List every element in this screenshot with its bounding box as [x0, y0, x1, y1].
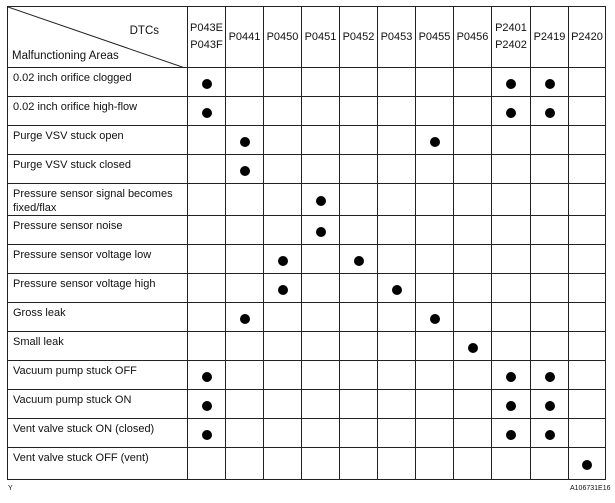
- matrix-cell: [264, 245, 302, 274]
- matrix-cell: [569, 274, 606, 303]
- matrix-cell: [492, 303, 531, 332]
- matrix-cell: [264, 155, 302, 184]
- malfunction-area-label: Purge VSV stuck open: [8, 126, 188, 155]
- matrix-cell: [226, 216, 264, 245]
- matrix-cell: [416, 97, 454, 126]
- dtc-code: P2419: [533, 30, 566, 43]
- applicable-dot-icon: [392, 285, 402, 295]
- dtc-header-cell: [531, 7, 569, 68]
- applicable-dot-icon: [430, 137, 440, 147]
- matrix-cell: [226, 448, 264, 480]
- applicable-dot-icon: [545, 108, 555, 118]
- matrix-cell: [188, 274, 226, 303]
- table-row: [8, 419, 606, 448]
- applicable-dot-icon: [354, 256, 364, 266]
- matrix-cell: [264, 97, 302, 126]
- matrix-cell: [416, 448, 454, 480]
- matrix-cell: [492, 155, 531, 184]
- matrix-cell: [454, 361, 492, 390]
- matrix-cell: [492, 245, 531, 274]
- matrix-cell: [340, 155, 378, 184]
- matrix-cell: [569, 97, 606, 126]
- matrix-cell: [378, 97, 416, 126]
- applicable-dot-icon: [240, 166, 250, 176]
- matrix-cell: [226, 97, 264, 126]
- matrix-cell: [569, 303, 606, 332]
- matrix-cell: [188, 184, 226, 216]
- footer-left-mark: Y: [8, 485, 13, 492]
- matrix-cell: [531, 303, 569, 332]
- matrix-cell: [188, 97, 226, 126]
- dtc-code: P2420: [571, 30, 603, 43]
- applicable-dot-icon: [316, 196, 326, 206]
- matrix-cell: [454, 448, 492, 480]
- dtc-code: P0441: [228, 30, 261, 43]
- matrix-cell: [569, 216, 606, 245]
- dtc-header-cell: [188, 7, 226, 68]
- matrix-cell: [492, 68, 531, 97]
- matrix-cell: [264, 303, 302, 332]
- applicable-dot-icon: [468, 343, 478, 353]
- table-row: [8, 97, 606, 126]
- matrix-cell: [569, 419, 606, 448]
- matrix-cell: [569, 126, 606, 155]
- matrix-cell: [378, 332, 416, 361]
- matrix-cell: [569, 361, 606, 390]
- dtc-code: P043E: [189, 22, 224, 34]
- applicable-dot-icon: [545, 372, 555, 382]
- malfunction-area-label: Pressure sensor voltage low: [8, 245, 188, 274]
- matrix-cell: [302, 274, 340, 303]
- malfunction-area-label: Pressure sensor voltage high: [8, 274, 188, 303]
- matrix-cell: [188, 361, 226, 390]
- matrix-cell: [378, 303, 416, 332]
- matrix-cell: [416, 361, 454, 390]
- matrix-cell: [188, 216, 226, 245]
- matrix-cell: [531, 155, 569, 184]
- matrix-cell: [264, 126, 302, 155]
- malfunction-area-label: Pressure sensor signal becomes fixed/flax: [8, 184, 188, 216]
- dtc-header-cell: [264, 7, 302, 68]
- matrix-cell: [492, 448, 531, 480]
- corner-header-cell: [8, 7, 188, 68]
- matrix-cell: [378, 245, 416, 274]
- malfunction-area-label: Vent valve stuck OFF (vent): [8, 448, 188, 480]
- matrix-cell: [492, 97, 531, 126]
- matrix-cell: [569, 390, 606, 419]
- matrix-cell: [378, 390, 416, 419]
- matrix-cell: [340, 419, 378, 448]
- matrix-cell: [492, 126, 531, 155]
- matrix-cell: [302, 216, 340, 245]
- matrix-cell: [188, 126, 226, 155]
- table-row: [8, 68, 606, 97]
- matrix-cell: [454, 216, 492, 245]
- matrix-cell: [340, 361, 378, 390]
- applicable-dot-icon: [278, 256, 288, 266]
- matrix-cell: [302, 448, 340, 480]
- table-row: [8, 361, 606, 390]
- matrix-cell: [340, 68, 378, 97]
- matrix-cell: [531, 184, 569, 216]
- matrix-cell: [416, 274, 454, 303]
- applicable-dot-icon: [202, 108, 212, 118]
- applicable-dot-icon: [430, 314, 440, 324]
- matrix-cell: [454, 126, 492, 155]
- matrix-cell: [416, 184, 454, 216]
- malfunctioning-areas-label: Malfunctioning Areas: [12, 50, 119, 62]
- dtc-code: P0451: [304, 30, 337, 43]
- applicable-dot-icon: [506, 372, 516, 382]
- applicable-dot-icon: [202, 79, 212, 89]
- matrix-cell: [302, 361, 340, 390]
- matrix-cell: [264, 68, 302, 97]
- matrix-cell: [531, 448, 569, 480]
- matrix-cell: [302, 390, 340, 419]
- matrix-cell: [264, 332, 302, 361]
- malfunction-area-label: Vacuum pump stuck OFF: [8, 361, 188, 390]
- matrix-cell: [188, 68, 226, 97]
- matrix-cell: [569, 184, 606, 216]
- figure-id: A106731E16: [570, 485, 611, 492]
- table-row: [8, 303, 606, 332]
- header-row: [8, 7, 606, 68]
- matrix-cell: [188, 448, 226, 480]
- matrix-cell: [531, 216, 569, 245]
- malfunction-area-label: Gross leak: [8, 303, 188, 332]
- table-row: [8, 216, 606, 245]
- matrix-cell: [340, 97, 378, 126]
- malfunction-area-label: Small leak: [8, 332, 188, 361]
- applicable-dot-icon: [202, 430, 212, 440]
- table-row: [8, 448, 606, 480]
- matrix-cell: [378, 184, 416, 216]
- applicable-dot-icon: [545, 79, 555, 89]
- matrix-cell: [226, 245, 264, 274]
- applicable-dot-icon: [240, 137, 250, 147]
- matrix-cell: [378, 68, 416, 97]
- matrix-cell: [492, 419, 531, 448]
- matrix-cell: [264, 274, 302, 303]
- matrix-cell: [492, 184, 531, 216]
- dtc-code: P043F: [190, 39, 223, 51]
- dtc-code: P0452: [342, 30, 375, 43]
- matrix-cell: [569, 332, 606, 361]
- applicable-dot-icon: [545, 430, 555, 440]
- matrix-cell: [226, 155, 264, 184]
- matrix-cell: [302, 303, 340, 332]
- matrix-cell: [531, 361, 569, 390]
- matrix-cell: [569, 448, 606, 480]
- matrix-cell: [454, 97, 492, 126]
- table-row: [8, 245, 606, 274]
- matrix-cell: [264, 361, 302, 390]
- matrix-cell: [340, 245, 378, 274]
- dtc-header-cell: [416, 7, 454, 68]
- matrix-cell: [188, 303, 226, 332]
- malfunction-area-label: Pressure sensor noise: [8, 216, 188, 245]
- dtc-header-cell: [492, 7, 531, 68]
- matrix-cell: [378, 448, 416, 480]
- malfunction-area-label: Vacuum pump stuck ON: [8, 390, 188, 419]
- matrix-cell: [492, 390, 531, 419]
- matrix-cell: [302, 155, 340, 184]
- matrix-cell: [454, 303, 492, 332]
- matrix-cell: [416, 245, 454, 274]
- dtc-code: P0455: [418, 30, 451, 43]
- matrix-cell: [340, 126, 378, 155]
- matrix-cell: [188, 332, 226, 361]
- applicable-dot-icon: [506, 108, 516, 118]
- matrix-cell: [340, 448, 378, 480]
- matrix-cell: [302, 68, 340, 97]
- matrix-cell: [531, 390, 569, 419]
- table-row: [8, 155, 606, 184]
- applicable-dot-icon: [202, 372, 212, 382]
- dtc-code: P2401: [495, 22, 527, 34]
- matrix-cell: [569, 155, 606, 184]
- dtc-header-cell: [302, 7, 340, 68]
- matrix-cell: [226, 361, 264, 390]
- matrix-cell: [226, 68, 264, 97]
- matrix-cell: [302, 245, 340, 274]
- matrix-cell: [378, 361, 416, 390]
- matrix-cell: [340, 216, 378, 245]
- malfunction-area-label: Vent valve stuck ON (closed): [8, 419, 188, 448]
- dtc-header-cell: [378, 7, 416, 68]
- matrix-cell: [378, 126, 416, 155]
- applicable-dot-icon: [582, 460, 592, 470]
- dtc-header-cell: [340, 7, 378, 68]
- dtc-code: P0450: [266, 30, 299, 43]
- matrix-cell: [302, 184, 340, 216]
- matrix-cell: [531, 126, 569, 155]
- matrix-cell: [454, 274, 492, 303]
- matrix-cell: [378, 419, 416, 448]
- dtc-header-cell: [226, 7, 264, 68]
- applicable-dot-icon: [316, 227, 326, 237]
- matrix-cell: [416, 216, 454, 245]
- matrix-cell: [454, 68, 492, 97]
- applicable-dot-icon: [545, 401, 555, 411]
- applicable-dot-icon: [278, 285, 288, 295]
- matrix-cell: [454, 332, 492, 361]
- matrix-cell: [302, 126, 340, 155]
- applicable-dot-icon: [506, 401, 516, 411]
- matrix-cell: [416, 303, 454, 332]
- matrix-cell: [416, 155, 454, 184]
- matrix-cell: [340, 303, 378, 332]
- matrix-cell: [531, 274, 569, 303]
- table-row: [8, 126, 606, 155]
- applicable-dot-icon: [240, 314, 250, 324]
- matrix-cell: [492, 361, 531, 390]
- matrix-cell: [264, 184, 302, 216]
- matrix-cell: [264, 390, 302, 419]
- matrix-cell: [569, 68, 606, 97]
- matrix-cell: [492, 274, 531, 303]
- applicable-dot-icon: [506, 430, 516, 440]
- matrix-cell: [492, 216, 531, 245]
- matrix-cell: [340, 274, 378, 303]
- matrix-cell: [416, 126, 454, 155]
- dtc-code: P0456: [456, 30, 489, 43]
- matrix-cell: [378, 216, 416, 245]
- malfunction-area-label: Purge VSV stuck closed: [8, 155, 188, 184]
- matrix-cell: [416, 332, 454, 361]
- table-row: [8, 274, 606, 303]
- matrix-cell: [454, 419, 492, 448]
- matrix-cell: [340, 390, 378, 419]
- table-row: [8, 184, 606, 216]
- dtcs-label: DTCs: [129, 25, 159, 37]
- matrix-cell: [264, 448, 302, 480]
- matrix-cell: [378, 274, 416, 303]
- applicable-dot-icon: [202, 401, 212, 411]
- matrix-cell: [531, 332, 569, 361]
- dtc-code: P2402: [495, 39, 527, 51]
- matrix-cell: [416, 390, 454, 419]
- matrix-cell: [302, 419, 340, 448]
- matrix-cell: [454, 184, 492, 216]
- matrix-cell: [226, 303, 264, 332]
- matrix-cell: [531, 419, 569, 448]
- matrix-cell: [226, 390, 264, 419]
- dtc-header-cell: [569, 7, 606, 68]
- malfunction-area-label: 0.02 inch orifice clogged: [8, 68, 188, 97]
- matrix-cell: [531, 245, 569, 274]
- matrix-cell: [226, 274, 264, 303]
- matrix-cell: [188, 390, 226, 419]
- matrix-cell: [226, 332, 264, 361]
- matrix-cell: [188, 419, 226, 448]
- matrix-cell: [188, 155, 226, 184]
- matrix-cell: [188, 245, 226, 274]
- matrix-cell: [378, 155, 416, 184]
- table-row: [8, 390, 606, 419]
- malfunction-area-label: 0.02 inch orifice high-flow: [8, 97, 188, 126]
- matrix-cell: [569, 245, 606, 274]
- matrix-cell: [454, 155, 492, 184]
- matrix-cell: [531, 68, 569, 97]
- matrix-cell: [226, 184, 264, 216]
- matrix-cell: [492, 332, 531, 361]
- matrix-cell: [340, 184, 378, 216]
- matrix-cell: [264, 419, 302, 448]
- matrix-cell: [264, 216, 302, 245]
- dtc-matrix-table: [7, 6, 606, 480]
- matrix-cell: [416, 419, 454, 448]
- matrix-cell: [531, 97, 569, 126]
- matrix-cell: [302, 97, 340, 126]
- dtc-header-cell: [454, 7, 492, 68]
- matrix-cell: [454, 245, 492, 274]
- matrix-cell: [226, 126, 264, 155]
- matrix-cell: [454, 390, 492, 419]
- matrix-cell: [340, 332, 378, 361]
- matrix-cell: [226, 419, 264, 448]
- dtc-code: P0453: [380, 30, 413, 43]
- applicable-dot-icon: [506, 79, 516, 89]
- table-row: [8, 332, 606, 361]
- matrix-cell: [302, 332, 340, 361]
- matrix-cell: [416, 68, 454, 97]
